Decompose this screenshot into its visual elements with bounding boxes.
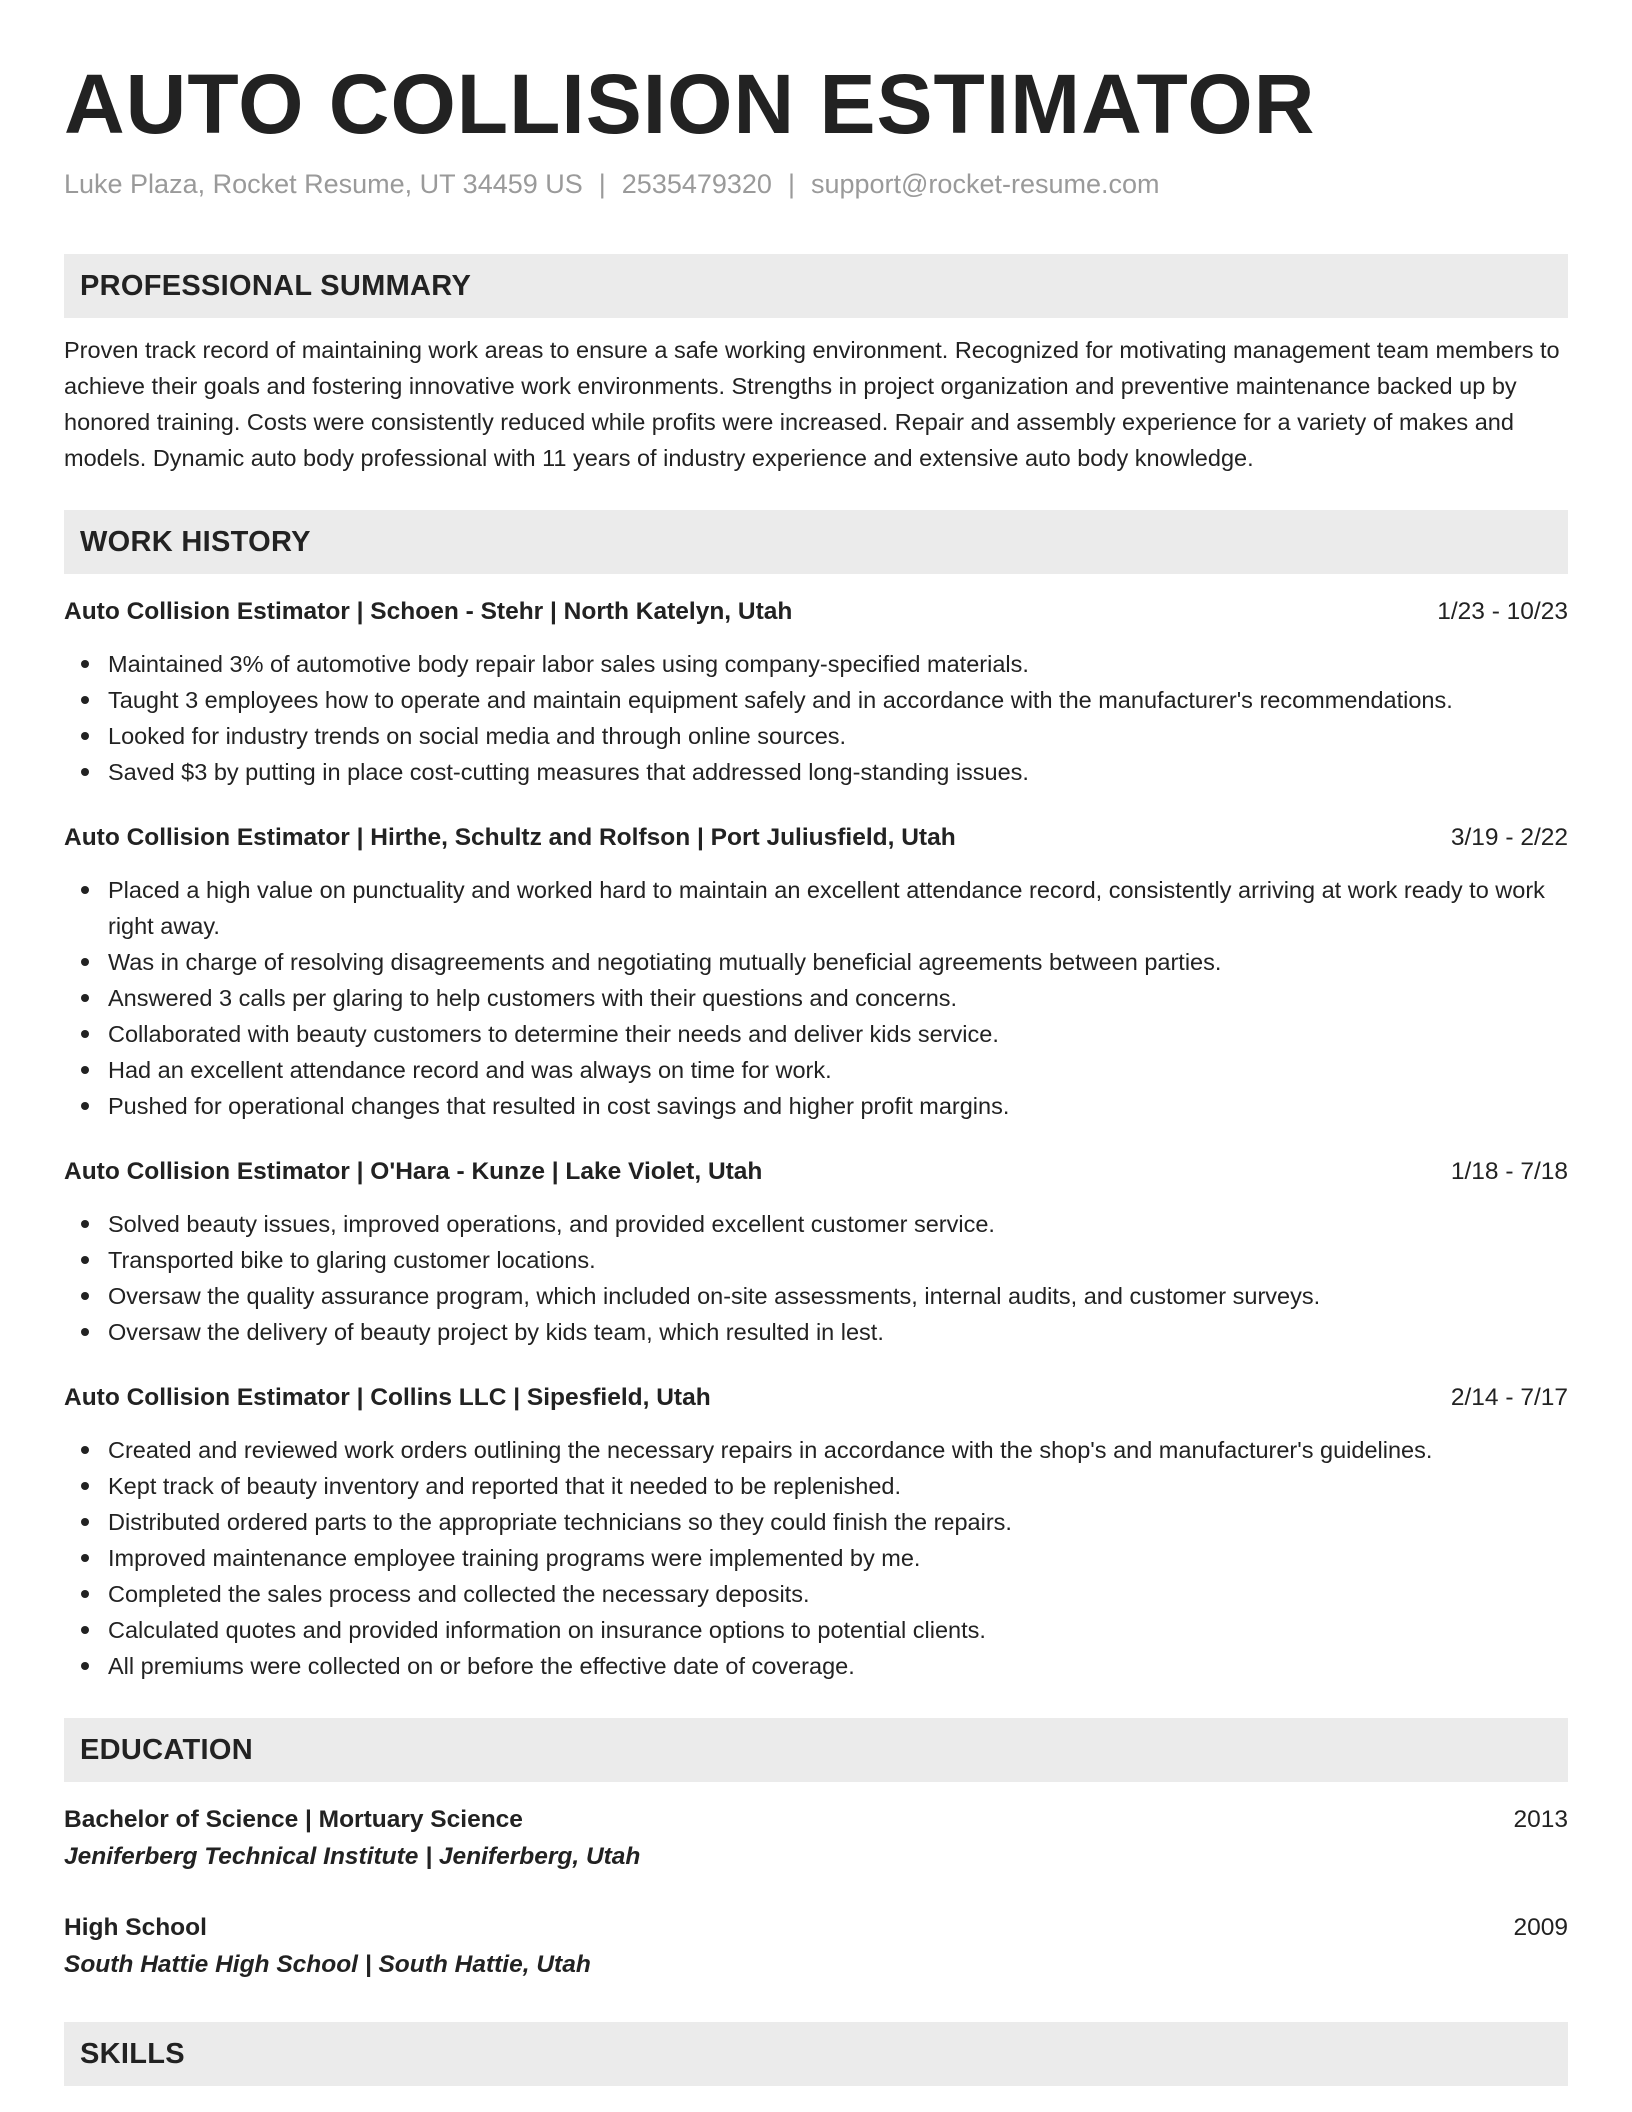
education-header bbox=[64, 1910, 1568, 1946]
education-school: South Hattie High School | South Hattie, Utah bbox=[64, 1951, 591, 1978]
bullet-dot-icon bbox=[81, 1066, 89, 1074]
bullet-dot-icon bbox=[81, 1256, 89, 1264]
job-bullet: Was in charge of resolving disagreements and negotiating mutually beneficial agreements between parties. bbox=[64, 944, 1568, 980]
section-header-professional-summary: PROFESSIONAL SUMMARY bbox=[64, 254, 1568, 318]
job-title: Auto Collision Estimator | Schoen - Stehr | North Katelyn, Utah bbox=[64, 598, 793, 625]
education-degree: Bachelor of Science | Mortuary Science bbox=[64, 1806, 523, 1833]
bullet-dot-icon bbox=[81, 660, 89, 668]
education-school: Jeniferberg Technical Institute | Jeniferberg, Utah bbox=[64, 1843, 641, 1870]
bullet-dot-icon bbox=[81, 732, 89, 740]
job-bullet: Collaborated with beauty customers to determine their needs and deliver kids service. bbox=[64, 1016, 1568, 1052]
job-entry bbox=[64, 594, 1568, 790]
job-header bbox=[64, 1154, 1568, 1190]
contact-phone: 2535479320 bbox=[621, 169, 772, 199]
contact-email: support@rocket-resume.com bbox=[810, 169, 1160, 199]
bullet-dot-icon bbox=[81, 1554, 89, 1562]
job-date: 1/18 - 7/18 bbox=[1450, 1158, 1568, 1185]
contact-address: Luke Plaza, Rocket Resume, UT 34459 US bbox=[64, 169, 583, 199]
education-degree: High School bbox=[64, 1914, 207, 1941]
job-entry bbox=[64, 1154, 1568, 1350]
job-bullet: Looked for industry trends on social media and through online sources. bbox=[64, 718, 1568, 754]
bullet-dot-icon bbox=[81, 1102, 89, 1110]
job-title: Auto Collision Estimator | Hirthe, Schultz and Rolfson | Port Juliusfield, Utah bbox=[64, 824, 956, 851]
job-date: 3/19 - 2/22 bbox=[1450, 824, 1568, 851]
bullet-dot-icon bbox=[81, 1030, 89, 1038]
bullet-dot-icon bbox=[81, 1518, 89, 1526]
resume-name-title: AUTO COLLISION ESTIMATOR bbox=[64, 57, 1316, 151]
job-bullet: Distributed ordered parts to the appropriate technicians so they could finish the repairs. bbox=[64, 1504, 1568, 1540]
job-bullet: Improved maintenance employee training programs were implemented by me. bbox=[64, 1540, 1568, 1576]
job-bullet: Kept track of beauty inventory and reported that it needed to be replenished. bbox=[64, 1468, 1568, 1504]
job-header bbox=[64, 1380, 1568, 1416]
job-bullet: Solved beauty issues, improved operations, and provided excellent customer service. bbox=[64, 1206, 1568, 1242]
job-bullet: Completed the sales process and collected the necessary deposits. bbox=[64, 1576, 1568, 1612]
bullet-dot-icon bbox=[81, 696, 89, 704]
job-bullet: Answered 3 calls per glaring to help customers with their questions and concerns. bbox=[64, 980, 1568, 1016]
bullet-dot-icon bbox=[81, 1446, 89, 1454]
contact-line bbox=[64, 166, 1568, 202]
education-entry bbox=[64, 1802, 1568, 1876]
job-entry bbox=[64, 820, 1568, 1124]
job-bullet: Placed a high value on punctuality and worked hard to maintain an excellent attendance record, consistently arriving at work ready to work right away. bbox=[64, 872, 1568, 944]
job-bullets bbox=[64, 872, 1568, 1124]
bullet-dot-icon bbox=[81, 1292, 89, 1300]
education-year: 2013 bbox=[1513, 1806, 1568, 1833]
job-bullet: Taught 3 employees how to operate and maintain equipment safely and in accordance with the manufacturer's recommendations. bbox=[64, 682, 1568, 718]
job-header bbox=[64, 594, 1568, 630]
education-year: 2009 bbox=[1513, 1914, 1568, 1941]
bullet-dot-icon bbox=[81, 1220, 89, 1228]
job-entry bbox=[64, 1380, 1568, 1684]
bullet-dot-icon bbox=[81, 958, 89, 966]
professional-summary-text: Proven track record of maintaining work areas to ensure a safe working environment. Recognized for motivating management team members to achieve their goals and fostering innovative work environments. Strengths in project organization and preventive maintenance backed up by honored training. Costs were consistently reduced while profits were increased. Repair and assembly experience for a variety of makes and models. Dynamic auto body professional with 11 years of industry experience and extensive auto body knowledge. bbox=[64, 337, 1560, 471]
job-title: Auto Collision Estimator | Collins LLC | Sipesfield, Utah bbox=[64, 1384, 711, 1411]
section-header-work-history: WORK HISTORY bbox=[64, 510, 1568, 574]
bullet-dot-icon bbox=[81, 1590, 89, 1598]
education-header bbox=[64, 1802, 1568, 1838]
education-entry bbox=[64, 1910, 1568, 1984]
job-bullets bbox=[64, 1432, 1568, 1684]
bullet-dot-icon bbox=[81, 1328, 89, 1336]
job-date: 1/23 - 10/23 bbox=[1437, 598, 1568, 625]
bullet-dot-icon bbox=[81, 1482, 89, 1490]
job-bullet: Saved $3 by putting in place cost-cutting measures that addressed long-standing issues. bbox=[64, 754, 1568, 790]
job-bullet: Pushed for operational changes that resulted in cost savings and higher profit margins. bbox=[64, 1088, 1568, 1124]
job-bullets bbox=[64, 646, 1568, 790]
job-bullet: Oversaw the delivery of beauty project by kids team, which resulted in lest. bbox=[64, 1314, 1568, 1350]
job-bullet: Created and reviewed work orders outlining the necessary repairs in accordance with the shop's and manufacturer's guidelines. bbox=[64, 1432, 1568, 1468]
bullet-dot-icon bbox=[81, 768, 89, 776]
contact-separator: | bbox=[598, 169, 606, 199]
job-bullet: Had an excellent attendance record and was always on time for work. bbox=[64, 1052, 1568, 1088]
bullet-dot-icon bbox=[81, 1662, 89, 1670]
job-title: Auto Collision Estimator | O'Hara - Kunze | Lake Violet, Utah bbox=[64, 1158, 763, 1185]
job-bullet: Oversaw the quality assurance program, which included on-site assessments, internal audits, and customer surveys. bbox=[64, 1278, 1568, 1314]
job-bullet: Maintained 3% of automotive body repair labor sales using company-specified materials. bbox=[64, 646, 1568, 682]
section-header-skills: SKILLS bbox=[64, 2022, 1568, 2086]
job-bullet: All premiums were collected on or before the effective date of coverage. bbox=[64, 1648, 1568, 1684]
job-header bbox=[64, 820, 1568, 856]
job-bullet: Transported bike to glaring customer locations. bbox=[64, 1242, 1568, 1278]
bullet-dot-icon bbox=[81, 994, 89, 1002]
bullet-dot-icon bbox=[81, 886, 89, 894]
job-date: 2/14 - 7/17 bbox=[1450, 1384, 1568, 1411]
job-bullet: Calculated quotes and provided information on insurance options to potential clients. bbox=[64, 1612, 1568, 1648]
contact-separator: | bbox=[787, 169, 795, 199]
bullet-dot-icon bbox=[81, 1626, 89, 1634]
section-header-education: EDUCATION bbox=[64, 1718, 1568, 1782]
job-bullets bbox=[64, 1206, 1568, 1350]
